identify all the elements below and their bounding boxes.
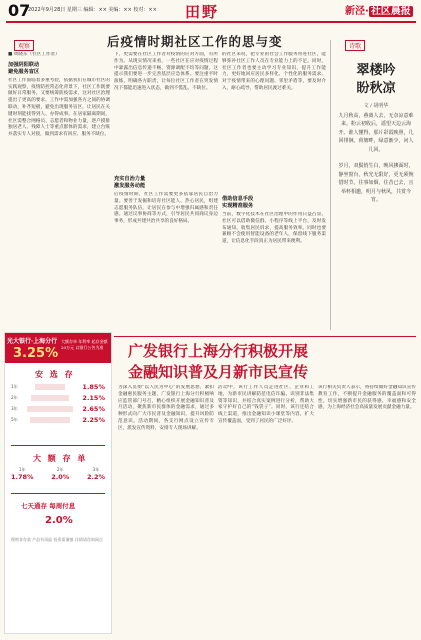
ad-divider bbox=[11, 445, 105, 446]
rate-value: 2.15% bbox=[82, 394, 105, 402]
rate-value: 2.2% bbox=[86, 473, 105, 481]
rate-label: 1年 bbox=[11, 384, 18, 389]
bottom-headline-1: 广发银行上海分行积极开展 bbox=[128, 342, 309, 360]
rate-label: 2年 bbox=[11, 395, 18, 400]
rate-bar bbox=[35, 384, 65, 390]
rate-label: 5年 bbox=[11, 417, 18, 422]
article-text: 的社区来说，把专业的社会工作服务带进社区，能够弥补社区工作人员在专业能力上的不足。同时，社区工作者也要主动学习专业知识，提升工作能力，更好地回应居民多样化、个性化的服务需求。对于疫情带来的心理问题、邻里矛盾等，要及时介入，耐心疏导，帮助居民渡过难关。 bbox=[222, 52, 326, 91]
bottom-article-column-3: 该行相关负责人表示，将持续做好金融知识宣传教育工作，不断提升金融服务的覆盖面和可得性，切实增强新市民的获得感、幸福感和安全感，为上海经济社会高质量发展贡献金融力量。 bbox=[318, 385, 416, 411]
bank-advertisement bbox=[4, 332, 112, 634]
rate-value: 1.85% bbox=[82, 383, 105, 391]
rate-value: 1.78% bbox=[11, 473, 34, 481]
rate-row bbox=[11, 405, 105, 413]
ad-promo-rate: 3.25% bbox=[13, 346, 59, 361]
bottom-article-column-1: 为深入贯彻“以人民为中心”的发展思想，紧扣金融惠民服务主题，广发银行上海分行积极响应监管部门号召，精心组织开展金融知识普及月活动，聚焦新市民群体的金融需求，通过多种形式向广大市民普及金融知识，提升风险防范意识。活动期间，各支行网点设立宣传专区，派发宣传资料，安排专人现场讲解。 bbox=[118, 385, 214, 431]
logo-text: 新泾· bbox=[345, 6, 369, 17]
page-number: 07 bbox=[8, 1, 31, 20]
rate-value: 2.65% bbox=[82, 405, 105, 413]
ad-rate-table-2 bbox=[11, 467, 105, 481]
ad-header bbox=[5, 333, 111, 363]
poem-text: 九月秋高，燕离人去，无奈凉意难来。粉云初收后，遥望天边云海开。谁人懂得，那片彩霞映照，几回徘徊。荷塘畔，绿意渐少，问人几回。 岁月，双鬓悄生白，晚风拂面时，静坐窗台。秋光无限好，更无须惋惜时节。往事如烟，往昔已去，且举杯相邀，明月与秋风，共赏今宵。 bbox=[338, 113, 414, 204]
byline: ■ 周晓东（社区工作者） bbox=[8, 52, 60, 57]
ad-divider bbox=[11, 493, 105, 494]
rate-label: 3年 bbox=[11, 406, 18, 411]
rate-bar bbox=[31, 395, 69, 401]
article-text: 下，更需要在社区工作者对疫情的应对方面，有所作为。从现实情况来看，一些社区在应对疫情过程中暴露出信息传递不畅、资源调配不均等问题，这提示我们要进一步完善基层应急体系。要注重平时演练，明确各方职责，让每位社区工作者在突发情况下都能迅速进入状态，做到不慌乱、不缺位。 bbox=[114, 52, 218, 91]
ad-rate-3: 2.0% bbox=[45, 515, 73, 526]
bottom-headline-2: 金融知识普及月新市民宣传 bbox=[128, 363, 309, 381]
article-text: 社区工作面临着多重考验，依据我们在城市社区的实践观察，疫情防控常态化背景下，社区工作既要做好日常服务，又要统筹防疫需求，这对社区治理提出了更高的要求。工作中需加强各方之间的协调联动，补齐短板，避免出现服务盲区，让居民在关键时刻能找得到人、办得成事。在居家隔离期间，社区需整合网格员、志愿者和物业力量，逐户摸排独居老人、残障人士等重点群体的需求，建立台账并落实专人对接，做到需求有回应、服务不缺位。 bbox=[8, 77, 110, 138]
rate-label: 1年 bbox=[18, 467, 26, 472]
rate-label: 3年 bbox=[92, 467, 100, 472]
section-name: 田野 bbox=[185, 3, 220, 21]
subhead-1: 加强阴阳联动 避免服务盲区 bbox=[8, 61, 40, 75]
section-tag-left: 观察 bbox=[14, 40, 34, 51]
ad-section-title-3: 七天通存 每周付息 bbox=[21, 502, 76, 510]
ad-brand: 光大银行·上海分行 bbox=[7, 338, 58, 345]
rate-row bbox=[11, 383, 105, 391]
main-headline: 后疫情时期社区工作的思与变 bbox=[107, 34, 283, 49]
rate-cell bbox=[87, 467, 105, 481]
rate-value: 2.25% bbox=[82, 416, 105, 424]
ad-footer: 理财非存款 产品有风险 投资需谨慎 详情请咨询网点 bbox=[11, 537, 103, 542]
article-text: 当前，数字化技术在社区治理中的作用日益凸显。社区可以借助微信群、小程序等线上平台，及时发布通知、收集居民诉求，提高服务效率。同时也要兼顾不会使用智能设备的老年人，保留线下服务渠道，让信息化手段真正为居民带来便利。 bbox=[222, 212, 326, 245]
rate-cell bbox=[51, 467, 69, 481]
subhead-3: 借助信息手段 实现精准服务 bbox=[222, 196, 254, 209]
rate-label: 2年 bbox=[56, 467, 64, 472]
rate-bar bbox=[30, 417, 70, 423]
section-rule bbox=[114, 336, 416, 337]
logo-highlight: 社区晨报 bbox=[370, 6, 411, 17]
bottom-article-column-2: 活动中，该行工作人员走进社区、企业和工地，为新市民讲解防范电信诈骗、识别非法集资等知识，并结合真实案例进行分析，帮助大家守护好自己的“钱袋子”。同时，该行还结合线上渠道，推出金融知识小课堂等内容，扩大宣传覆盖面，受到了居民的广泛好评。 bbox=[218, 385, 314, 424]
poem-title: 翠楼吟 盼秋凉 bbox=[356, 63, 396, 96]
ad-rate-table-1 bbox=[11, 383, 105, 427]
section-tag-right: 诗歌 bbox=[345, 40, 365, 51]
rate-cell bbox=[11, 467, 34, 481]
ad-section-title-2: 大 额 存 单 bbox=[33, 454, 88, 463]
rate-bar bbox=[27, 406, 73, 412]
rate-value: 2.0% bbox=[51, 473, 70, 481]
poem-author: 文 / 胡明华 bbox=[363, 103, 389, 109]
rate-row bbox=[11, 394, 105, 402]
article-text: 后疫情时期，社区工作需要更多依靠居民自治力量。要善于发掘和培育社区能人、热心居民，组建志愿服务队伍，让居民在参与中增强归属感和责任感。通过议事协商等方式，引导居民共同商议身边事务，形成共建共治共享的良好格局。 bbox=[114, 192, 218, 225]
article-column-2 bbox=[114, 52, 218, 334]
ad-note: 大额存单 年利率 起存金额20万元 以银行公告为准 bbox=[61, 339, 108, 350]
header-rule bbox=[6, 21, 416, 23]
subhead-2: 充实自治力量 激发服务动能 bbox=[114, 176, 146, 189]
ad-section-title-1: 安 选 存 bbox=[35, 370, 75, 379]
article-column-3 bbox=[222, 52, 326, 334]
rate-row bbox=[11, 416, 105, 424]
column-divider bbox=[330, 40, 331, 330]
newspaper-logo bbox=[345, 2, 415, 18]
header-date-info: 2022年9月28日 星期三 编辑：×× 美编：×× 校对：×× bbox=[28, 7, 157, 13]
